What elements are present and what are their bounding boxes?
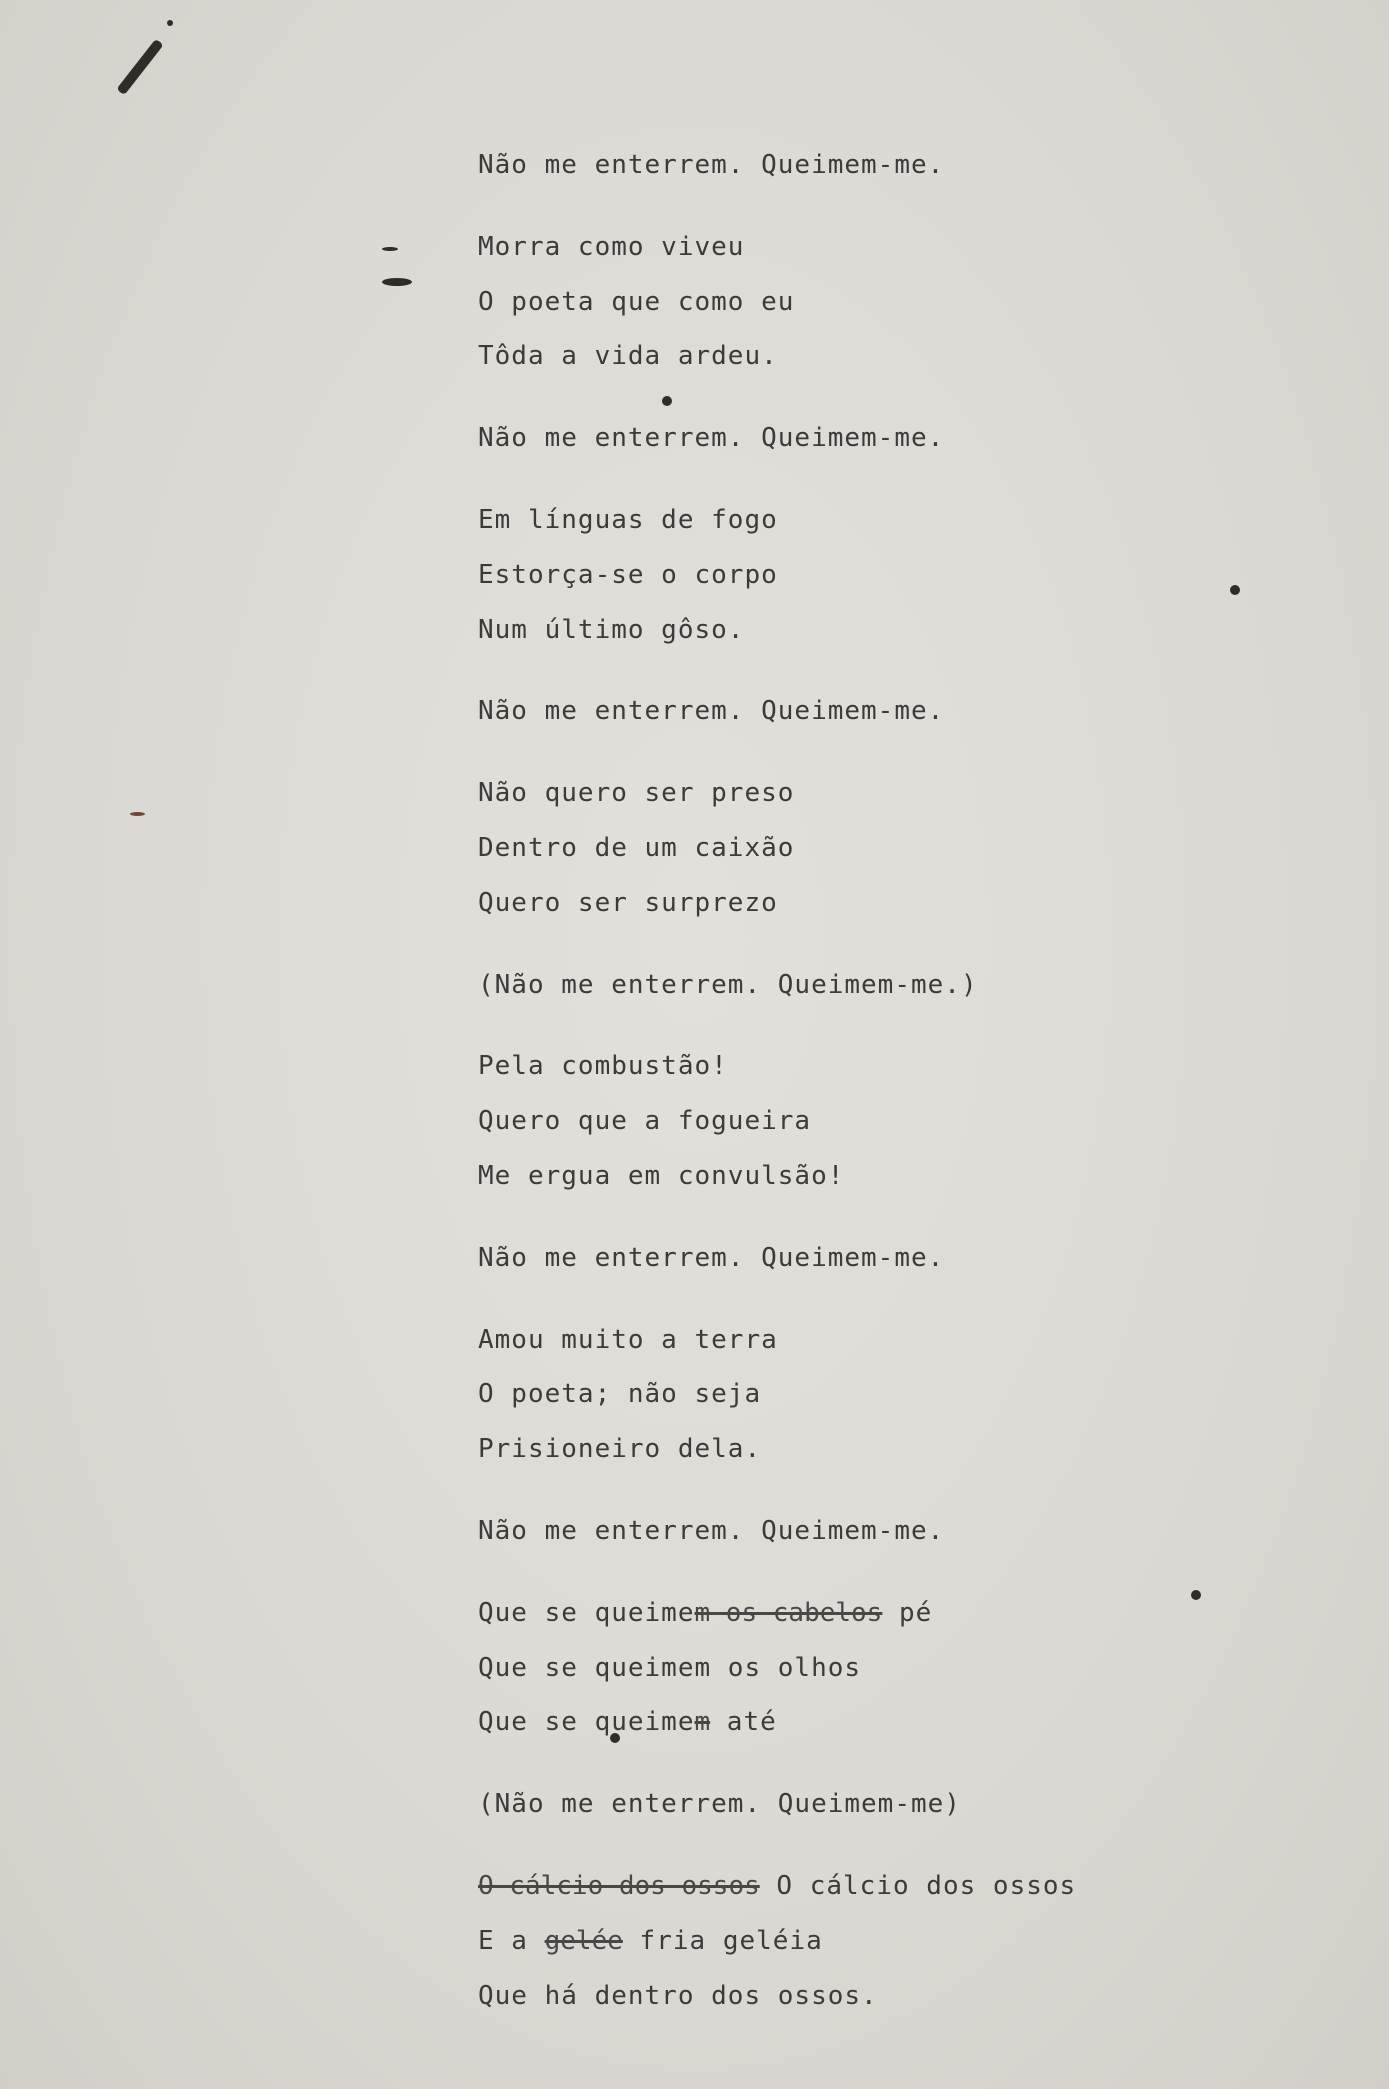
line-text: até bbox=[710, 1707, 777, 1738]
struck-text: m bbox=[694, 1707, 711, 1738]
line-text: O cálcio dos ossos bbox=[759, 1870, 1077, 1901]
stanza-gap bbox=[478, 657, 1358, 684]
poem-text bbox=[478, 138, 1358, 2023]
poem-line bbox=[478, 1914, 1358, 1969]
stanza-gap bbox=[478, 1286, 1358, 1313]
poem-line: O poeta que como eu bbox=[478, 286, 795, 317]
poem-line: Tôda a vida ardeu. bbox=[478, 341, 778, 372]
poem-line: (Não me enterrem. Queimem-me) bbox=[478, 1789, 961, 1820]
poem-line: Dentro de um caixão bbox=[478, 832, 795, 863]
stanza-gap bbox=[478, 1832, 1358, 1859]
line-text: pé bbox=[882, 1597, 933, 1628]
stanza-gap bbox=[478, 1750, 1358, 1777]
poem-line: Que se queimem os olhos bbox=[478, 1652, 862, 1683]
poem-line: Pela combustão! bbox=[478, 1051, 728, 1082]
stanza-gap bbox=[478, 193, 1358, 220]
line-text: Que se queime bbox=[478, 1597, 695, 1628]
poem-line: Num último gôso. bbox=[478, 614, 745, 645]
stanza-gap bbox=[478, 384, 1358, 411]
poem-line: Morra como viveu bbox=[478, 231, 745, 262]
poem-line: Não me enterrem. Queimem-me. bbox=[478, 423, 945, 454]
stanza-gap bbox=[478, 1477, 1358, 1504]
stanza-gap bbox=[478, 931, 1358, 958]
poem-line: Me ergua em convulsão! bbox=[478, 1160, 845, 1191]
ink-mark bbox=[130, 812, 145, 816]
poem-line: Que há dentro dos ossos. bbox=[478, 1980, 878, 2011]
poem-line: Em línguas de fogo bbox=[478, 504, 778, 535]
poem-line bbox=[478, 1859, 1358, 1914]
stanza-gap bbox=[478, 466, 1358, 493]
line-text: fria geléia bbox=[622, 1925, 823, 1956]
struck-text: m os cabelos bbox=[694, 1597, 883, 1628]
poem-line: Não me enterrem. Queimem-me. bbox=[478, 696, 945, 727]
poem-line bbox=[478, 1586, 1358, 1641]
line-text: Que se queime bbox=[478, 1707, 695, 1738]
poem-line: Não me enterrem. Queimem-me. bbox=[478, 1515, 945, 1546]
poem-line: Estorça-se o corpo bbox=[478, 559, 778, 590]
poem-line: Amou muito a terra bbox=[478, 1324, 778, 1355]
poem-line: Não me enterrem. Queimem-me. bbox=[478, 1242, 945, 1273]
poem-line: Não quero ser preso bbox=[478, 778, 795, 809]
poem-line: (Não me enterrem. Queimem-me.) bbox=[478, 969, 978, 1000]
poem-line bbox=[478, 1695, 1358, 1750]
struck-text: O cálcio dos ossos bbox=[478, 1870, 760, 1901]
stanza-gap bbox=[478, 1204, 1358, 1231]
line-text: E a bbox=[478, 1925, 545, 1956]
ink-mark bbox=[382, 247, 398, 251]
struck-text: gelée bbox=[544, 1925, 623, 1956]
poem-line: Quero que a fogueira bbox=[478, 1106, 812, 1137]
poem-line: Quero ser surprezo bbox=[478, 887, 778, 918]
stanza-gap bbox=[478, 1012, 1358, 1039]
ink-dot bbox=[167, 20, 173, 26]
stanza-gap bbox=[478, 1559, 1358, 1586]
stanza-gap bbox=[478, 739, 1358, 766]
ink-mark bbox=[382, 278, 412, 286]
poem-line: Prisioneiro dela. bbox=[478, 1434, 762, 1465]
poem-line: O poeta; não seja bbox=[478, 1379, 762, 1410]
ink-smudge bbox=[116, 39, 163, 96]
poem-line: Não me enterrem. Queimem-me. bbox=[478, 150, 945, 180]
